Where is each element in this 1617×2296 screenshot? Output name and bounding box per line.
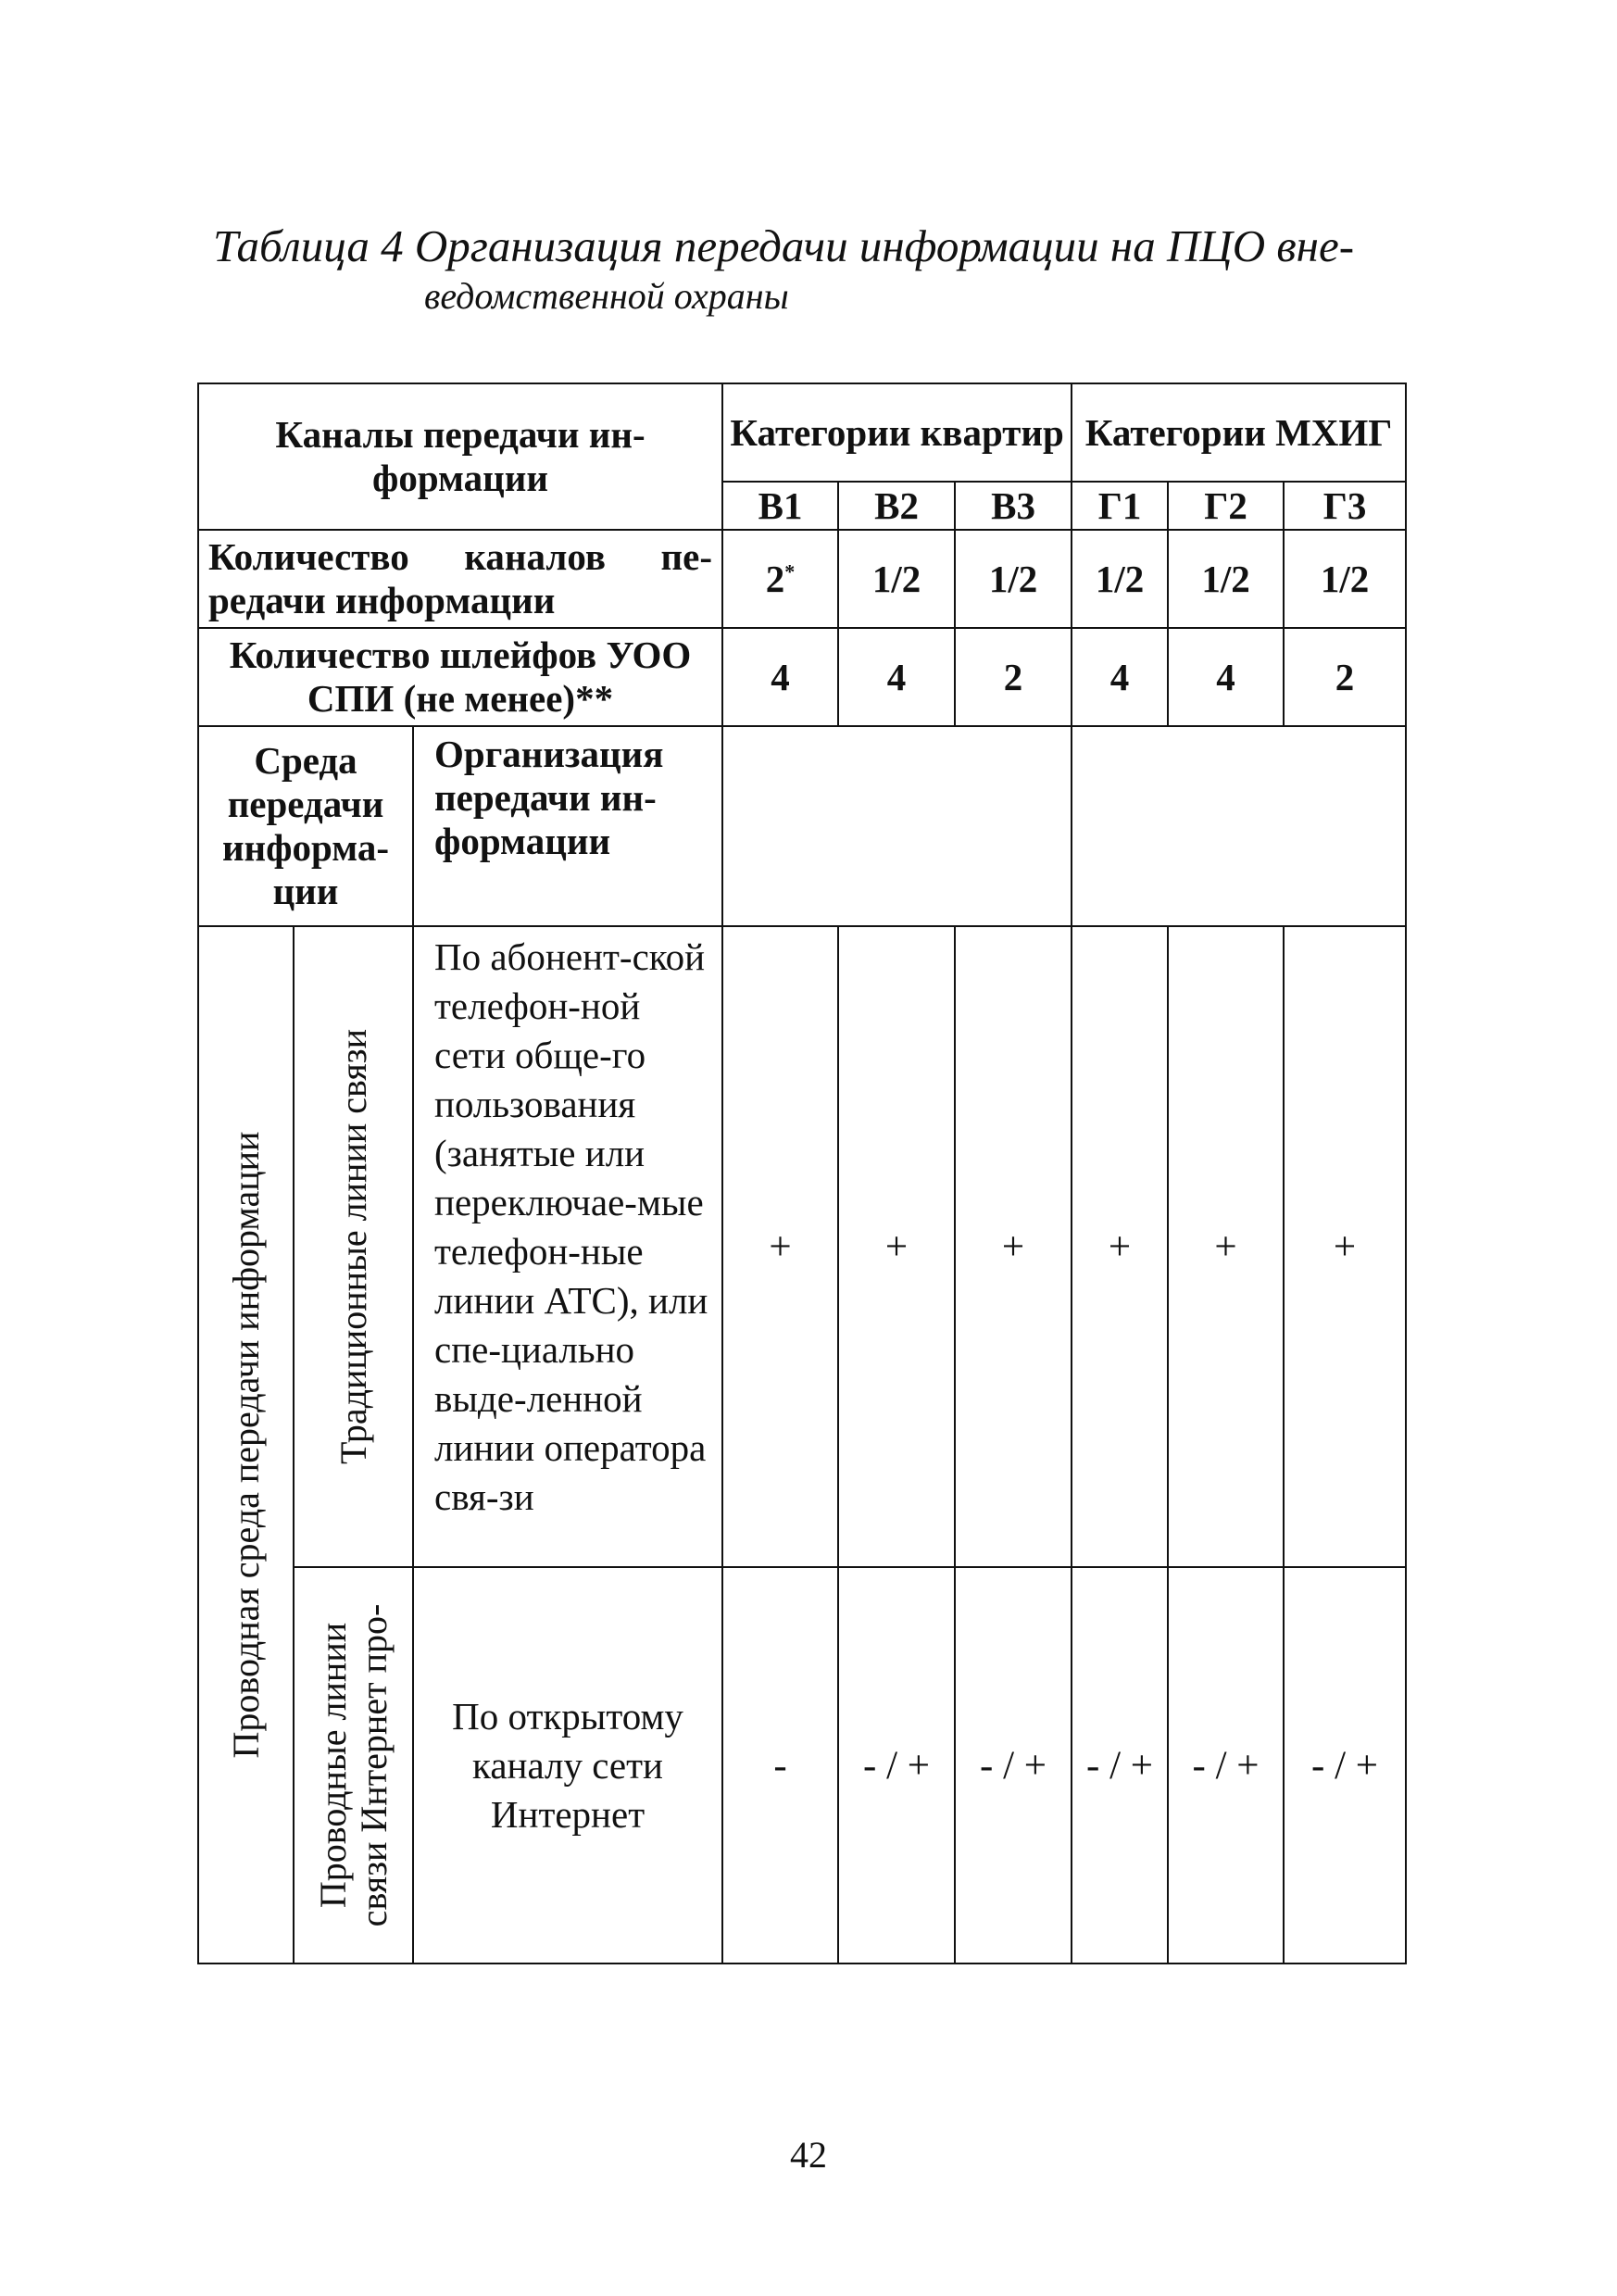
table-caption [213, 220, 1435, 320]
traditional-description: По абонент-ской телефон-ной сети обще-го пользования (занятые или переключае-мые телефон-ные линии АТС), или спе-циально выде-ленной линии оператора свя-зи [434, 935, 708, 1518]
header-channels-cell [198, 383, 722, 530]
transmission-table [197, 383, 1407, 1964]
header-apartments-cell [722, 383, 1072, 482]
traditional-g1: + [1072, 926, 1168, 1567]
internet-g1: - / + [1072, 1567, 1168, 1964]
footnote-asterisk: * [784, 558, 796, 583]
internet-description-cell [413, 1567, 722, 1964]
empty-apartments-cell [722, 726, 1072, 926]
channel-count-v1-value: 2 [765, 557, 785, 600]
empty-mhig-cell [1072, 726, 1406, 926]
column-header-v1: В1 [722, 482, 838, 530]
organization-header-label: Организация передачи ин-формации [434, 733, 664, 862]
channel-count-g3: 1/2 [1284, 530, 1406, 628]
header-mhig-cell [1072, 383, 1406, 482]
page-number: 42 [790, 2134, 827, 2176]
traditional-g2: + [1168, 926, 1284, 1567]
traditional-v1: + [722, 926, 838, 1567]
medium-header-label: Среда передачи информа-ции [221, 739, 390, 912]
channel-count-g2: 1/2 [1168, 530, 1284, 628]
header-mhig-label: Категории МХИГ [1084, 410, 1393, 454]
caption-line-1: Таблица 4 Организация передачи информации на ПЦО вне- [213, 220, 1355, 271]
table-row [198, 726, 1406, 926]
internet-lines-cell [294, 1567, 413, 1964]
table-row [198, 1567, 1406, 1964]
channel-count-label: Количество каналов пе-редачи информации [208, 535, 713, 621]
internet-v1: - [722, 1567, 838, 1964]
loop-count-v2: 4 [838, 628, 955, 726]
header-apartments-label: Категории квартир [730, 410, 1064, 454]
column-header-v2: В2 [838, 482, 955, 530]
loop-count-g1: 4 [1072, 628, 1168, 726]
internet-v3: - / + [955, 1567, 1072, 1964]
traditional-v3: + [955, 926, 1072, 1567]
internet-lines-label-line-2: связи Интернет про- [352, 1603, 395, 1927]
internet-lines-label [313, 1604, 395, 1927]
loop-count-label: Количество шлейфов УОО СПИ (не менее)** [229, 634, 692, 720]
channel-count-v2: 1/2 [838, 530, 955, 628]
column-header-g3: Г3 [1284, 482, 1406, 530]
channel-count-g1: 1/2 [1072, 530, 1168, 628]
loop-count-label-cell [198, 628, 722, 726]
wired-medium-cell [198, 926, 294, 1964]
channel-count-v1 [722, 530, 838, 628]
organization-header-cell [413, 726, 722, 926]
internet-lines-label-line-1: Проводные линии [311, 1622, 354, 1909]
channel-count-v3: 1/2 [955, 530, 1072, 628]
internet-g2: - / + [1168, 1567, 1284, 1964]
table-row [198, 628, 1406, 726]
internet-v2: - / + [838, 1567, 955, 1964]
column-header-g2: Г2 [1168, 482, 1284, 530]
column-header-v3: В3 [955, 482, 1072, 530]
caption-line-2: ведомственной охраны [424, 275, 789, 317]
traditional-v2: + [838, 926, 955, 1567]
loop-count-g2: 4 [1168, 628, 1284, 726]
wired-medium-label: Проводная среда передачи информации [224, 1131, 267, 1759]
loop-count-g3: 2 [1284, 628, 1406, 726]
internet-g3: - / + [1284, 1567, 1406, 1964]
table-row [198, 926, 1406, 1567]
medium-header-cell [198, 726, 413, 926]
header-channels-label: Каналы передачи ин-формации [275, 413, 646, 499]
table-row [198, 530, 1406, 628]
traditional-g3: + [1284, 926, 1406, 1567]
traditional-lines-cell [294, 926, 413, 1567]
column-header-g1: Г1 [1072, 482, 1168, 530]
loop-count-v1: 4 [722, 628, 838, 726]
channel-count-label-cell [198, 530, 722, 628]
internet-description: По открытому каналу сети Интернет [452, 1694, 683, 1836]
traditional-description-cell [413, 926, 722, 1567]
loop-count-v3: 2 [955, 628, 1072, 726]
traditional-lines-label: Традиционные линии связи [332, 1029, 374, 1464]
